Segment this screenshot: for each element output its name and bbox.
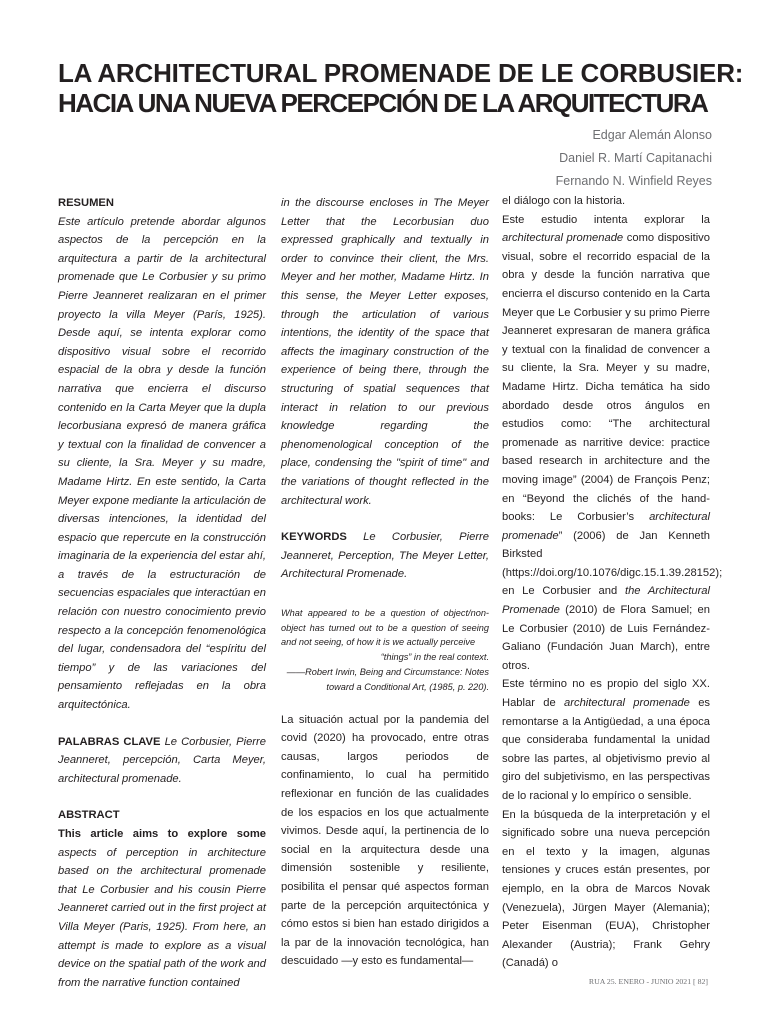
body-paragraph-3	[502, 675, 710, 805]
p3-italic-term: architectural promenade	[564, 697, 690, 710]
author-name: Edgar Alemán Alonso	[592, 128, 712, 142]
author-name: Fernando N. Winfield Reyes	[555, 174, 712, 188]
resumen-text: Este artículo pretende abordar algunos aspectos de la percepción en la arquitectura a partir de la architectural promenade que Le Corbusier y su primo Pierre Jeanneret realizaran en el primer proyecto la villa Meyer (París, 1925). Desde aquí, se intenta explorar como dispositivo visual sobre el recorrido espacial de la obra y desde la función narrativa que encierra el discurso contenido en la Carta Meyer que la dupla lecorbusiana expresó de manera gráfica y textual con la finalidad de convencer a su cliente, la Sra. Meyer y su madre, Madame Hirtz. En este sentido, la Carta Meyer expone mediante la articulación de diversas intenciones, la identidad del espacio que repercute en la construcción imaginaria de la experiencia del estar ahí, a través de la estructuración de secuencias espaciales que interactúan en relación con nuestro conocimiento previo respecto a la concepción fenomenológica del lugar, condensadora del “espíritu del tiempo” y de las variaciones del pensamiento reflejadas en la obra arquitectónica.	[58, 215, 266, 712]
p2-italic-term: architectural promenade	[502, 511, 710, 542]
epigraph-quote: What appeared to be a question of object/non-object has turned out to be a question of seeing and not seeing, of how it is we actually perceive	[281, 607, 489, 648]
keywords-text: Le Corbusier, Pierre Jeanneret, Perception, The Meyer Letter, Architectural Promenade.	[281, 531, 489, 581]
column-2	[281, 194, 489, 971]
resumen-heading: RESUMEN	[58, 197, 114, 209]
column-3	[502, 192, 723, 973]
body-paragraph-1-continued: el diálogo con la historia.	[502, 195, 626, 207]
author-list	[556, 124, 712, 193]
p2-text: ” (2006) de Jan Kenneth Birksted (https://doi.org/10.1076/digc.15.1.39.28152); en Le Corbusier and	[502, 529, 723, 598]
abstract-continued: in the discourse encloses in The Meyer Letter that the Lecorbusian duo expressed graphically and textually in order to convince their client, the Mrs. Meyer and her mother, Madame Hirtz. In this sense, the Meyer Letter exposes, through the articulation of various intentions, the identity of the space that affects the imaginary construction of the experience of being there, through the structuring of spatial sequences that interact in relation to our previous knowledge regarding the phenomenological conception of the place, condensing the "spirit of time" and the variations of thought reflected in the architectural work.	[281, 197, 489, 507]
body-paragraph-1: La situación actual por la pandemia del covid (2020) ha provocado, entre otras causas, largos periodos de confinamiento, lo cual ha permitido reflexionar en función de las cualidades de los espacios en los que actualmente vivimos. Desde aquí, la pertinencia de lo social en la arquitectura desde una dimensión sostenible y resiliente, posibilita el pensar qué aspectos forman parte de la percepción arquitectónica y cómo estos si bien han estado dirigidos a la par de la innovación tecnológica, han descuidado —y esto es fundamental—	[281, 713, 489, 968]
epigraph	[281, 606, 489, 695]
abstract-body: aspects of perception in architecture based on the architectural promenade that Le Corbusier and his cousin Pierre Jeanneret carried out in the first project at Villa Meyer (Paris, 1925). From here, an attempt is made to explore as a visual device on the spatial path of the work and from the narrative function contained	[58, 846, 266, 989]
title-line-1: LA ARCHITECTURAL PROMENADE DE LE CORBUSIER:	[58, 58, 744, 88]
body-paragraph-2	[502, 211, 723, 676]
abstract-text	[58, 825, 266, 992]
page-footer: RUA 25. ENERO - JUNIO 2021 [ 82]	[588, 977, 708, 986]
epigraph-quote-end: “things” in the real context.	[380, 652, 489, 663]
palabras-clave	[58, 733, 266, 789]
p2-italic-term: architectural promenade	[502, 232, 624, 245]
epigraph-attribution: ——Robert Irwin, Being and Circumstance: Notes toward a Conditional Art, (1985, p. 220).	[286, 667, 489, 692]
column-1	[58, 194, 266, 992]
abstract-heading: ABSTRACT	[58, 809, 120, 822]
p2-italic-term: the Architectural Promenade	[502, 585, 711, 617]
article-title	[58, 58, 744, 118]
p3-text: Este término no es propio del siglo XX. Hablar de	[502, 678, 710, 710]
p2-text: como dispositivo visual, sobre el recorrido espacial de la obra y desde la función narrativa que encierra el discurso contenido en la Carta Meyer que Le Corbusier y su primo Pierre Jeanneret expresaran de manera gráfica y textual con la finalidad de convencer a su cliente, la Sra. Meyer y su madre, Madame Hirtz. Dicha temática ha sido abordado desde otros ángulos en estudios como: “The architectural promenade as narritive device: practice based research in architecture and the moving image” (2004) de François Penz; en “Beyond the clichés of the hand-books: Le Corbusier’s	[502, 232, 710, 524]
title-line-2: HACIA UNA NUEVA PERCEPCIÓN DE LA ARQUITECTURA	[58, 88, 708, 118]
keywords	[281, 528, 489, 584]
palabras-clave-heading: PALABRAS CLAVE	[58, 735, 161, 748]
abstract-lead: This article aims to explore some	[58, 828, 266, 840]
p2-text: (2010) de Flora Samuel; en Le Corbusier (2010) de Luis Fernández-Galiano (Fundación Juan March), entre otros.	[502, 604, 710, 672]
body-paragraph-4: En la búsqueda de la interpretación y el significado sobre una nueva percepción en el texto y la imagen, algunas tensiones y cruces están presentes, por ejemplo, en la obra de Marcos Novak (Venezuela), Jürgen Mayer (Alemania); Peter Eisenman (EUA), Christopher Alexander (Austria); Frank Gehry (Canadá) o	[502, 808, 710, 970]
palabras-clave-text: Le Corbusier, Pierre Jeanneret, percepción, Carta Meyer, architectural promenade.	[58, 735, 266, 785]
keywords-heading: KEYWORDS	[281, 531, 347, 544]
p2-text: Este estudio intenta explorar la	[502, 213, 710, 226]
p3-text: es remontarse a la Antigüedad, a una época que consideraba fundamental la unidad sobre las partes, al objetivismo previo al giro del subjetivismo, en las perspectivas de lo racional y lo empírico o sensible.	[502, 697, 711, 802]
author-name: Daniel R. Martí Capitanachi	[559, 151, 712, 165]
